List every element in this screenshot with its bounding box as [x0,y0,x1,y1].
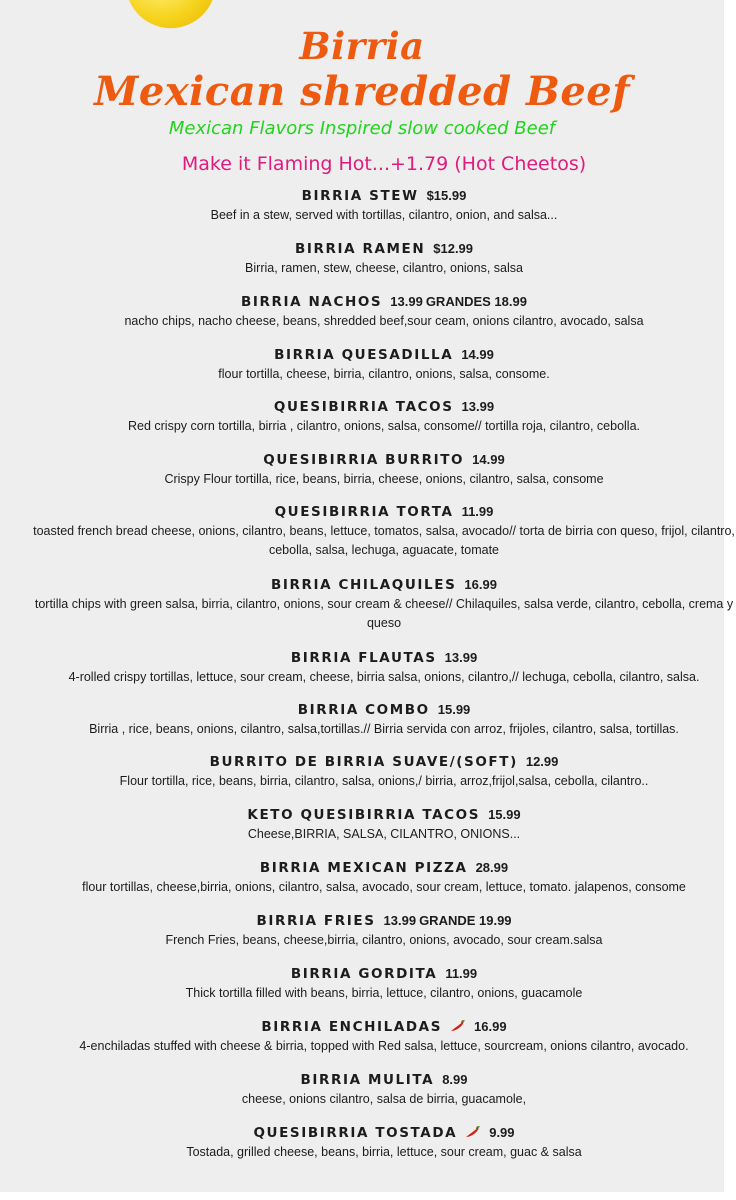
menu-item [0,1017,736,1056]
menu-item [0,345,736,384]
menu-item [0,648,736,687]
menu-item-description: Beef in a stew, served with tortillas, cilantro, onion, and salsa... [210,208,558,222]
menu-item [0,239,736,278]
menu-item [0,292,736,331]
menu-item-name: BURRITO DE BIRRIA SUAVE/(SOFT) [209,754,518,770]
menu-item-description: Crispy Flour tortilla, rice, beans, birria, cheese, onions, cilantro, salsa, consome [164,472,604,486]
menu-item-description: Red crispy corn tortilla, birria , cilantro, onions, salsa, consome// tortilla roja, cilantro, cebolla. [127,419,641,433]
menu-item-price: 28.99 [475,860,509,875]
menu-item-description: Birria, ramen, stew, cheese, cilantro, onions, salsa [245,261,523,275]
menu-item [0,1070,736,1109]
menu-item [0,186,736,225]
menu-item-price: 16.99 [474,1019,507,1034]
menu-item-price: 12.99 [525,754,559,769]
menu-item-description: nacho chips, nacho cheese, beans, shredded beef,sour ceam, onions cilantro, avocado, salsa [124,314,644,328]
menu-item [0,575,736,633]
menu-item-description: 4-enchiladas stuffed with cheese & birria, topped with Red salsa, lettuce, sourcream, onions cilantro, avocado. [79,1039,689,1053]
menu-item-name: BIRRIA STEW [301,188,419,204]
menu-item-description: flour tortilla, cheese, birria, cilantro, onions, salsa, consome. [218,367,550,381]
menu-item [0,911,736,950]
chili-pepper-icon [465,1125,481,1139]
menu-item [0,450,736,489]
menu-item-price: 13.99 [390,294,423,309]
menu-item-name: BIRRIA MULITA [300,1072,435,1088]
menu-item-price: 8.99 [442,1072,468,1087]
menu-item-name: BIRRIA NACHOS [241,294,383,310]
bottom-margin-strip [0,1192,736,1200]
chili-pepper-icon [450,1019,466,1033]
menu-item-description: Cheese,BIRRIA, SALSA, CILANTRO, ONIONS... [247,827,521,841]
menu-item [0,752,736,791]
menu-item-grande-price: GRANDES 18.99 [425,294,527,309]
page-subtitle: Mexican Flavors Inspired slow cooked Beef [168,118,556,139]
menu-item-name: BIRRIA QUESADILLA [274,347,454,363]
menu-item-description: Thick tortilla filled with beans, birria, lettuce, cilantro, onions, guacamole [185,986,583,1000]
menu-item-price: 13.99 [444,650,478,665]
menu-item [0,700,736,739]
page-title-line-2: Mexican shredded Beef [94,68,630,115]
menu-item-description: Birria , rice, beans, onions, cilantro, salsa,tortillas.// Birria servida con arroz, frijoles, cilantro, salsa, tortillas. [89,722,679,736]
menu-item-description: Flour tortilla, rice, beans, birria, cilantro, salsa, onions,/ birria, arroz,frijol,salsa, cebolla, cilantro.. [119,774,649,788]
menu-item-price: 16.99 [464,577,497,592]
menu-item-description: flour tortillas, cheese,birria, onions, cilantro, salsa, avocado, sour cream, lettuce, tomato. jalapenos, consome [82,880,686,894]
menu-item-price: 14.99 [472,452,505,467]
menu-item-description: Tostada, grilled cheese, beans, birria, lettuce, sour cream, guac & salsa [186,1145,582,1159]
menu-item-name: BIRRIA ENCHILADAS [261,1019,443,1035]
menu-item [0,964,736,1003]
menu-item-price: $15.99 [426,188,467,203]
menu-item [0,805,736,844]
menu-item-name: BIRRIA RAMEN [294,241,426,257]
menu-item-name: BIRRIA GORDITA [290,966,438,982]
menu-item-grande-price: GRANDE 19.99 [419,913,512,928]
menu-item [0,1123,736,1162]
menu-item-name: BIRRIA FLAUTAS [290,650,437,666]
menu-item-price: 13.99 [461,399,495,414]
menu-item-name: BIRRIA CHILAQUILES [271,577,457,593]
menu-item-name: BIRRIA FRIES [256,913,376,929]
menu-item-name: QUESIBIRRIA BURRITO [263,452,465,468]
menu-item-price: 11.99 [445,966,478,981]
menu-item [0,502,736,560]
menu-item-description: toasted french bread cheese, onions, cilantro, beans, lettuce, tomatos, salsa, avocado// torta de birria con queso, frijol, cilantro, cebolla, salsa, lechuga, aguacate, tomate [33,524,735,557]
menu-item [0,858,736,897]
menu-item-name: BIRRIA COMBO [297,702,430,718]
menu-item-price: 9.99 [489,1125,515,1140]
menu-item-description: cheese, onions cilantro, salsa de birria, guacamole, [241,1092,527,1106]
menu-item-description: French Fries, beans, cheese,birria, cilantro, onions, avocado, sour cream.salsa [165,933,603,947]
menu-item-price: $12.99 [433,241,474,256]
menu-item-price: 15.99 [488,807,521,822]
menu-item [0,397,736,436]
menu-item-price: 11.99 [461,504,494,519]
flaming-hot-promo: Make it Flaming Hot...+1.79 (Hot Cheetos) [181,153,587,175]
menu-item-name: KETO QUESIBIRRIA TACOS [247,807,481,823]
menu-item-description: tortilla chips with green salsa, birria, cilantro, onions, sour cream & cheese// Chilaquiles, salsa verde, cilantro, cebolla, crema y queso [34,597,734,630]
menu-item-price: 13.99 [383,913,417,928]
menu-item-price: 15.99 [437,702,471,717]
menu-item-name: QUESIBIRRIA TORTA [274,504,454,520]
menu-item-price: 14.99 [461,347,494,362]
menu-item-name: QUESIBIRRIA TOSTADA [253,1125,458,1141]
menu-item-name: QUESIBIRRIA TACOS [273,399,454,415]
menu-item-description: 4-rolled crispy tortillas, lettuce, sour cream, cheese, birria salsa, onions, cilantro,// lechuga, cebolla, cilantro, salsa. [68,670,700,684]
page-title-line-1: Birria [299,24,425,68]
menu-item-name: BIRRIA MEXICAN PIZZA [259,860,468,876]
